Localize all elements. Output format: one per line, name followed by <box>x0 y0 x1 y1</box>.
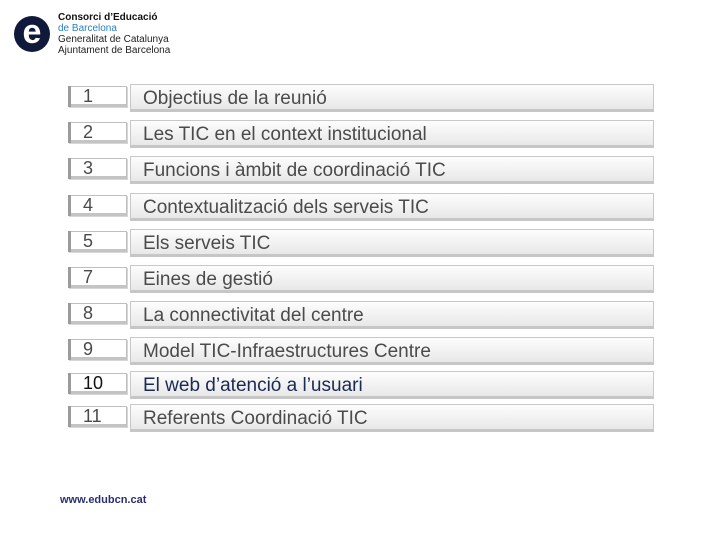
agenda-item-title: Model TIC-Infraestructures Centre <box>130 337 654 365</box>
agenda-item[interactable] <box>0 301 720 329</box>
logo-line-1: Consorci d’Educació <box>58 12 158 23</box>
agenda-item-number: 5 <box>68 231 127 252</box>
agenda-item-number: 2 <box>68 122 127 143</box>
agenda-item-title: Eines de gestió <box>130 265 654 293</box>
agenda-item[interactable] <box>0 120 720 148</box>
agenda-item[interactable] <box>0 156 720 184</box>
footer-url-link[interactable]: www.edubcn.cat <box>60 494 147 506</box>
agenda-item-number: 9 <box>68 339 127 360</box>
agenda-item-title: Les TIC en el context institucional <box>130 120 654 148</box>
agenda-item[interactable] <box>0 265 720 293</box>
agenda-item-number: 11 <box>68 406 127 427</box>
agenda-item-number: 10 <box>68 373 127 394</box>
agenda-item-number: 8 <box>68 303 127 324</box>
agenda-item-current[interactable] <box>0 371 720 399</box>
agenda-item[interactable] <box>0 404 720 432</box>
agenda-item-number: 7 <box>68 267 127 288</box>
agenda-item-number: 3 <box>68 158 127 179</box>
logo-line-3: Generalitat de Catalunya <box>58 34 169 45</box>
logo-line-4: Ajuntament de Barcelona <box>58 45 171 56</box>
agenda-item[interactable] <box>0 337 720 365</box>
logo-line-2: de Barcelona <box>58 23 117 34</box>
agenda-item-number: 4 <box>68 195 127 216</box>
agenda-item-number: 1 <box>68 86 127 107</box>
agenda-item-title: El web d’atenció a l’usuari <box>130 371 654 399</box>
agenda-item[interactable] <box>0 84 720 112</box>
agenda-item[interactable] <box>0 229 720 257</box>
agenda-item[interactable] <box>0 193 720 221</box>
agenda-item-title: Objectius de la reunió <box>130 84 654 112</box>
agenda-item-title: Funcions i àmbit de coordinació TIC <box>130 156 654 184</box>
agenda-item-title: La connectivitat del centre <box>130 301 654 329</box>
agenda-item-title: Els serveis TIC <box>130 229 654 257</box>
agenda-item-title: Referents Coordinació TIC <box>130 404 654 432</box>
agenda-item-title: Contextualització dels serveis TIC <box>130 193 654 221</box>
logo-e-icon: e <box>14 16 50 52</box>
